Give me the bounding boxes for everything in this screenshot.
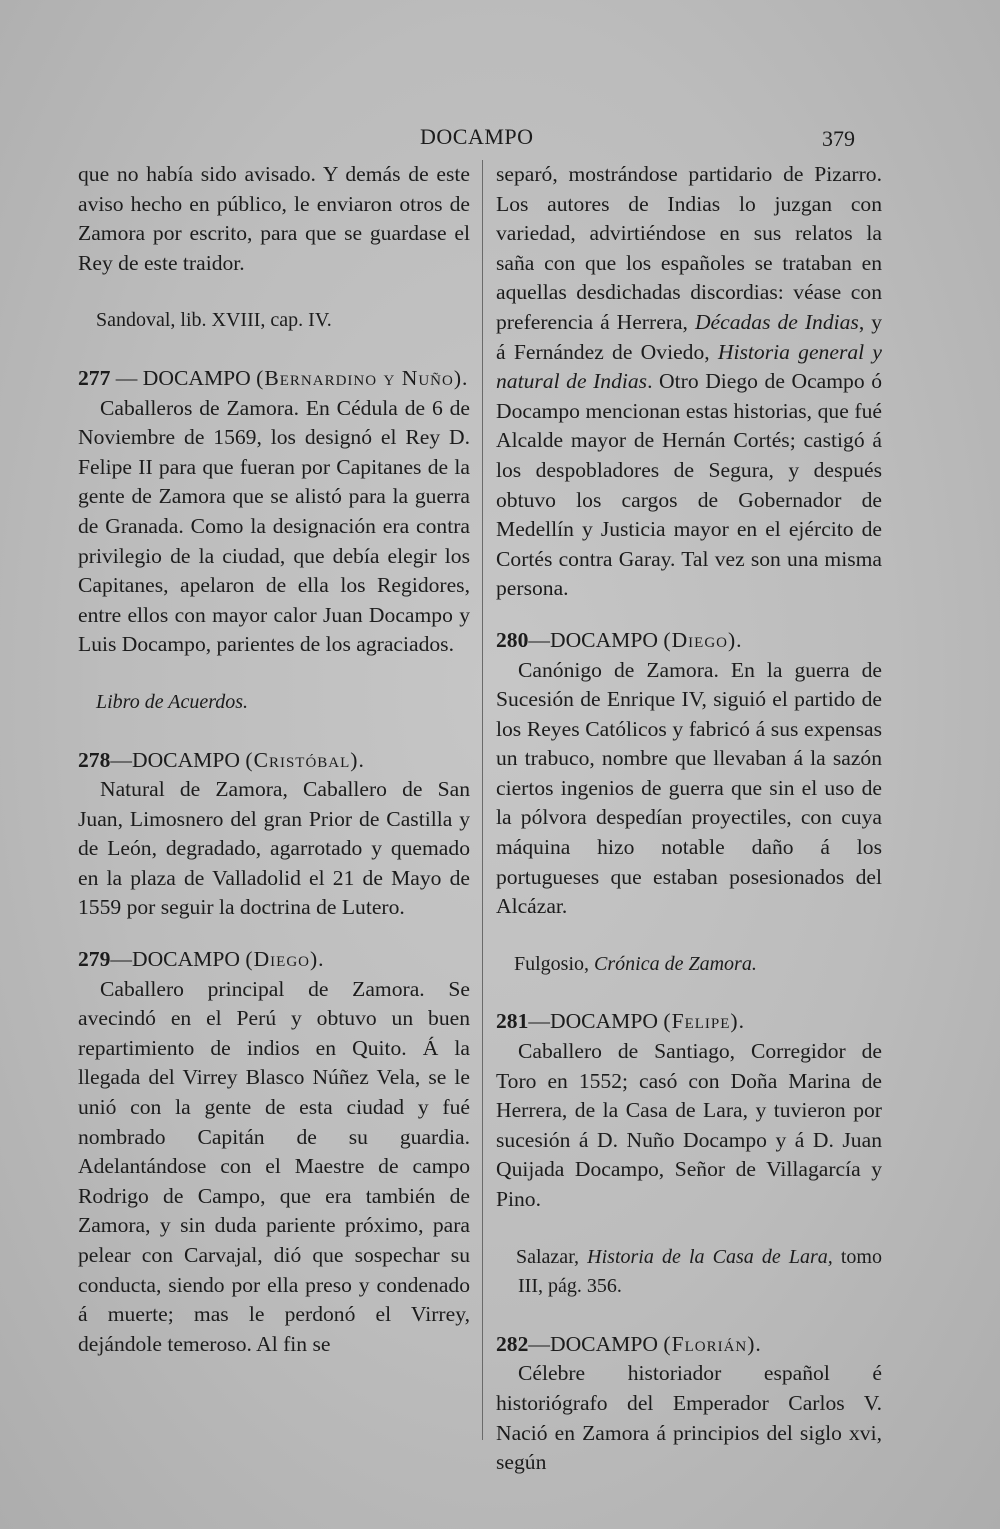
source-citation <box>518 1243 882 1302</box>
source-author: Fulgosio, <box>514 952 595 975</box>
entry-surname: DOCAMPO <box>131 947 246 972</box>
right-column <box>496 160 882 1478</box>
entry-forename: (Bernardino y Nuño). <box>256 365 469 390</box>
text-run: , y á Fernández de Oviedo, <box>496 309 883 364</box>
entry-text-279: Caballero principal de Zamora. Se avecindó en el Perú y obtuvo un buen repartimiento de indios en Quito. Á la llegada del Virrey Blasco Núñez Vela, se le unió con la gente de esta ciudad y fué nombrado Capitán de su guardia. Adelantándose con el Maestre de campo Rodrigo de Campo, que era también de Zamora, y sin duda pariente próximo, para pelear con Carvajal, dió que sospechar su conducta, siendo por ella preso y condenado á muerte; mas le perdonó el Virrey, dejándole temeroso. Al fin se <box>78 976 470 1356</box>
entry-text-281: Caballero de Santiago, Corregidor de Toro en 1552; casó con Doña Marina de Herrera, de la Casa de Lara, y tuvieron por sucesión á D. Nuño Docampo y á D. Juan Quijada Docampo, Señor de Villagarcía y Pino. <box>496 1039 882 1211</box>
source-volume: tomo III, pág. 356. <box>518 1245 882 1298</box>
book-title: Historia general y natural de Indias <box>496 339 882 394</box>
entry-number: 281 <box>496 1009 529 1034</box>
source-author: Salazar, <box>516 1245 588 1268</box>
continued-paragraph <box>496 160 882 604</box>
entry-number: 278 <box>78 747 111 772</box>
running-head: DOCAMPO <box>420 124 534 149</box>
continued-paragraph: que no había sido avisado. Y demás de este aviso hecho en público, le enviaron otros de Zamora por escrito, para que se guardase el Rey de este traidor. <box>78 162 470 275</box>
entry-text-282: Célebre historiador español é historiógrafo del Emperador Carlos V. Nació en Zamora á principios del siglo xvi, según <box>496 1361 882 1475</box>
spacer <box>496 604 882 626</box>
entry-dash: — <box>528 1331 550 1356</box>
entry-number: 277 <box>78 365 111 390</box>
entry-forename: (Felipe). <box>663 1009 745 1034</box>
spacer <box>78 923 470 945</box>
entry-forename: (Diego). <box>663 627 743 652</box>
entry-dash: — <box>110 947 132 972</box>
entry-text-280: Canónigo de Zamora. En la guerra de Sucesión de Enrique IV, siguió el partido de los Reyes Católicos y fabricó á sus expensas un trabuco, nombre que llevaban á la sazón ciertos ingenios de guerra que sin el uso de la pólvora despedían proyectiles, con cuya máquina hizo notable daño á los portugueses que estaban posesionados del Alcázar. <box>496 657 882 919</box>
book-title: Décadas de Indias <box>694 309 859 334</box>
entry-heading-281 <box>496 1007 882 1037</box>
entry-number: 279 <box>78 947 111 972</box>
entry-surname: DOCAMPO <box>549 1331 664 1356</box>
entry-dash: — <box>528 627 550 652</box>
source-title: Historia de la Casa de Lara, <box>587 1245 833 1268</box>
entry-forename: (Diego). <box>245 947 325 972</box>
source-title: Crónica de Zamora. <box>594 952 757 975</box>
entry-surname: DOCAMPO <box>142 365 257 390</box>
left-column <box>78 160 470 1359</box>
entry-text-277: Caballeros de Zamora. En Cédula de 6 de Noviembre de 1569, los designó el Rey D. Felipe II para que fueran por Capitanes de la gente de Zamora que se alistó para la guerra de Granada. Como la designación era contra privilegio de la ciudad, que debía elegir los Capitanes, apelaron de ella los Regidores, entre ellos con mayor calor Juan Docampo y Luis Docampo, parientes de los agraciados. <box>78 395 470 657</box>
entry-forename: (Florián). <box>663 1331 762 1356</box>
entry-number: 282 <box>496 1331 529 1356</box>
entry-text-278: Natural de Zamora, Caballero de San Juan, Limosnero del gran Prior de Castilla y de León, degradado, agarrotado y quemado en la plaza de Valladolid el 21 de Mayo de 1559 por seguir la doctrina de Lutero. <box>78 777 470 920</box>
entry-surname: DOCAMPO <box>131 747 246 772</box>
entry-dash: — <box>110 365 143 390</box>
entry-heading-277 <box>78 364 470 394</box>
entry-number: 280 <box>496 627 529 652</box>
entry-heading-282 <box>496 1330 882 1360</box>
entry-heading-280 <box>496 626 882 656</box>
entry-heading-279 <box>78 945 470 975</box>
page-number: 379 <box>822 126 855 151</box>
entry-surname: DOCAMPO <box>549 1009 664 1034</box>
entry-surname: DOCAMPO <box>549 627 664 652</box>
source-citation: Sandoval, lib. XVIII, cap. IV. <box>96 309 332 332</box>
text-run: . Otro Diego de Ocampo ó Docampo mencionan estas historias, que fué Alcalde mayor de Hernán Cortés; castigó á los despobladores de Segura, y después obtuvo los cargos de Gobernador de Medellín y Justicia mayor en el ejército de Cortés contra Garay. Tal vez son una misma persona. <box>496 369 882 601</box>
source-citation: Libro de Acuerdos. <box>96 690 249 713</box>
entry-forename: (Cristóbal). <box>245 747 365 772</box>
entry-dash: — <box>528 1009 550 1034</box>
entry-dash: — <box>110 747 132 772</box>
text-run: separó, mostrándose partidario de Pizarro. Los autores de Indias lo juzgan con variedad, advirtiéndose en sus relatos la saña con que los españoles se trataban en aquellas desdichadas discordias: véase con preferencia á Herrera, <box>496 162 882 334</box>
entry-heading-278 <box>78 746 470 776</box>
column-divider <box>482 160 483 1440</box>
source-citation <box>514 950 882 980</box>
